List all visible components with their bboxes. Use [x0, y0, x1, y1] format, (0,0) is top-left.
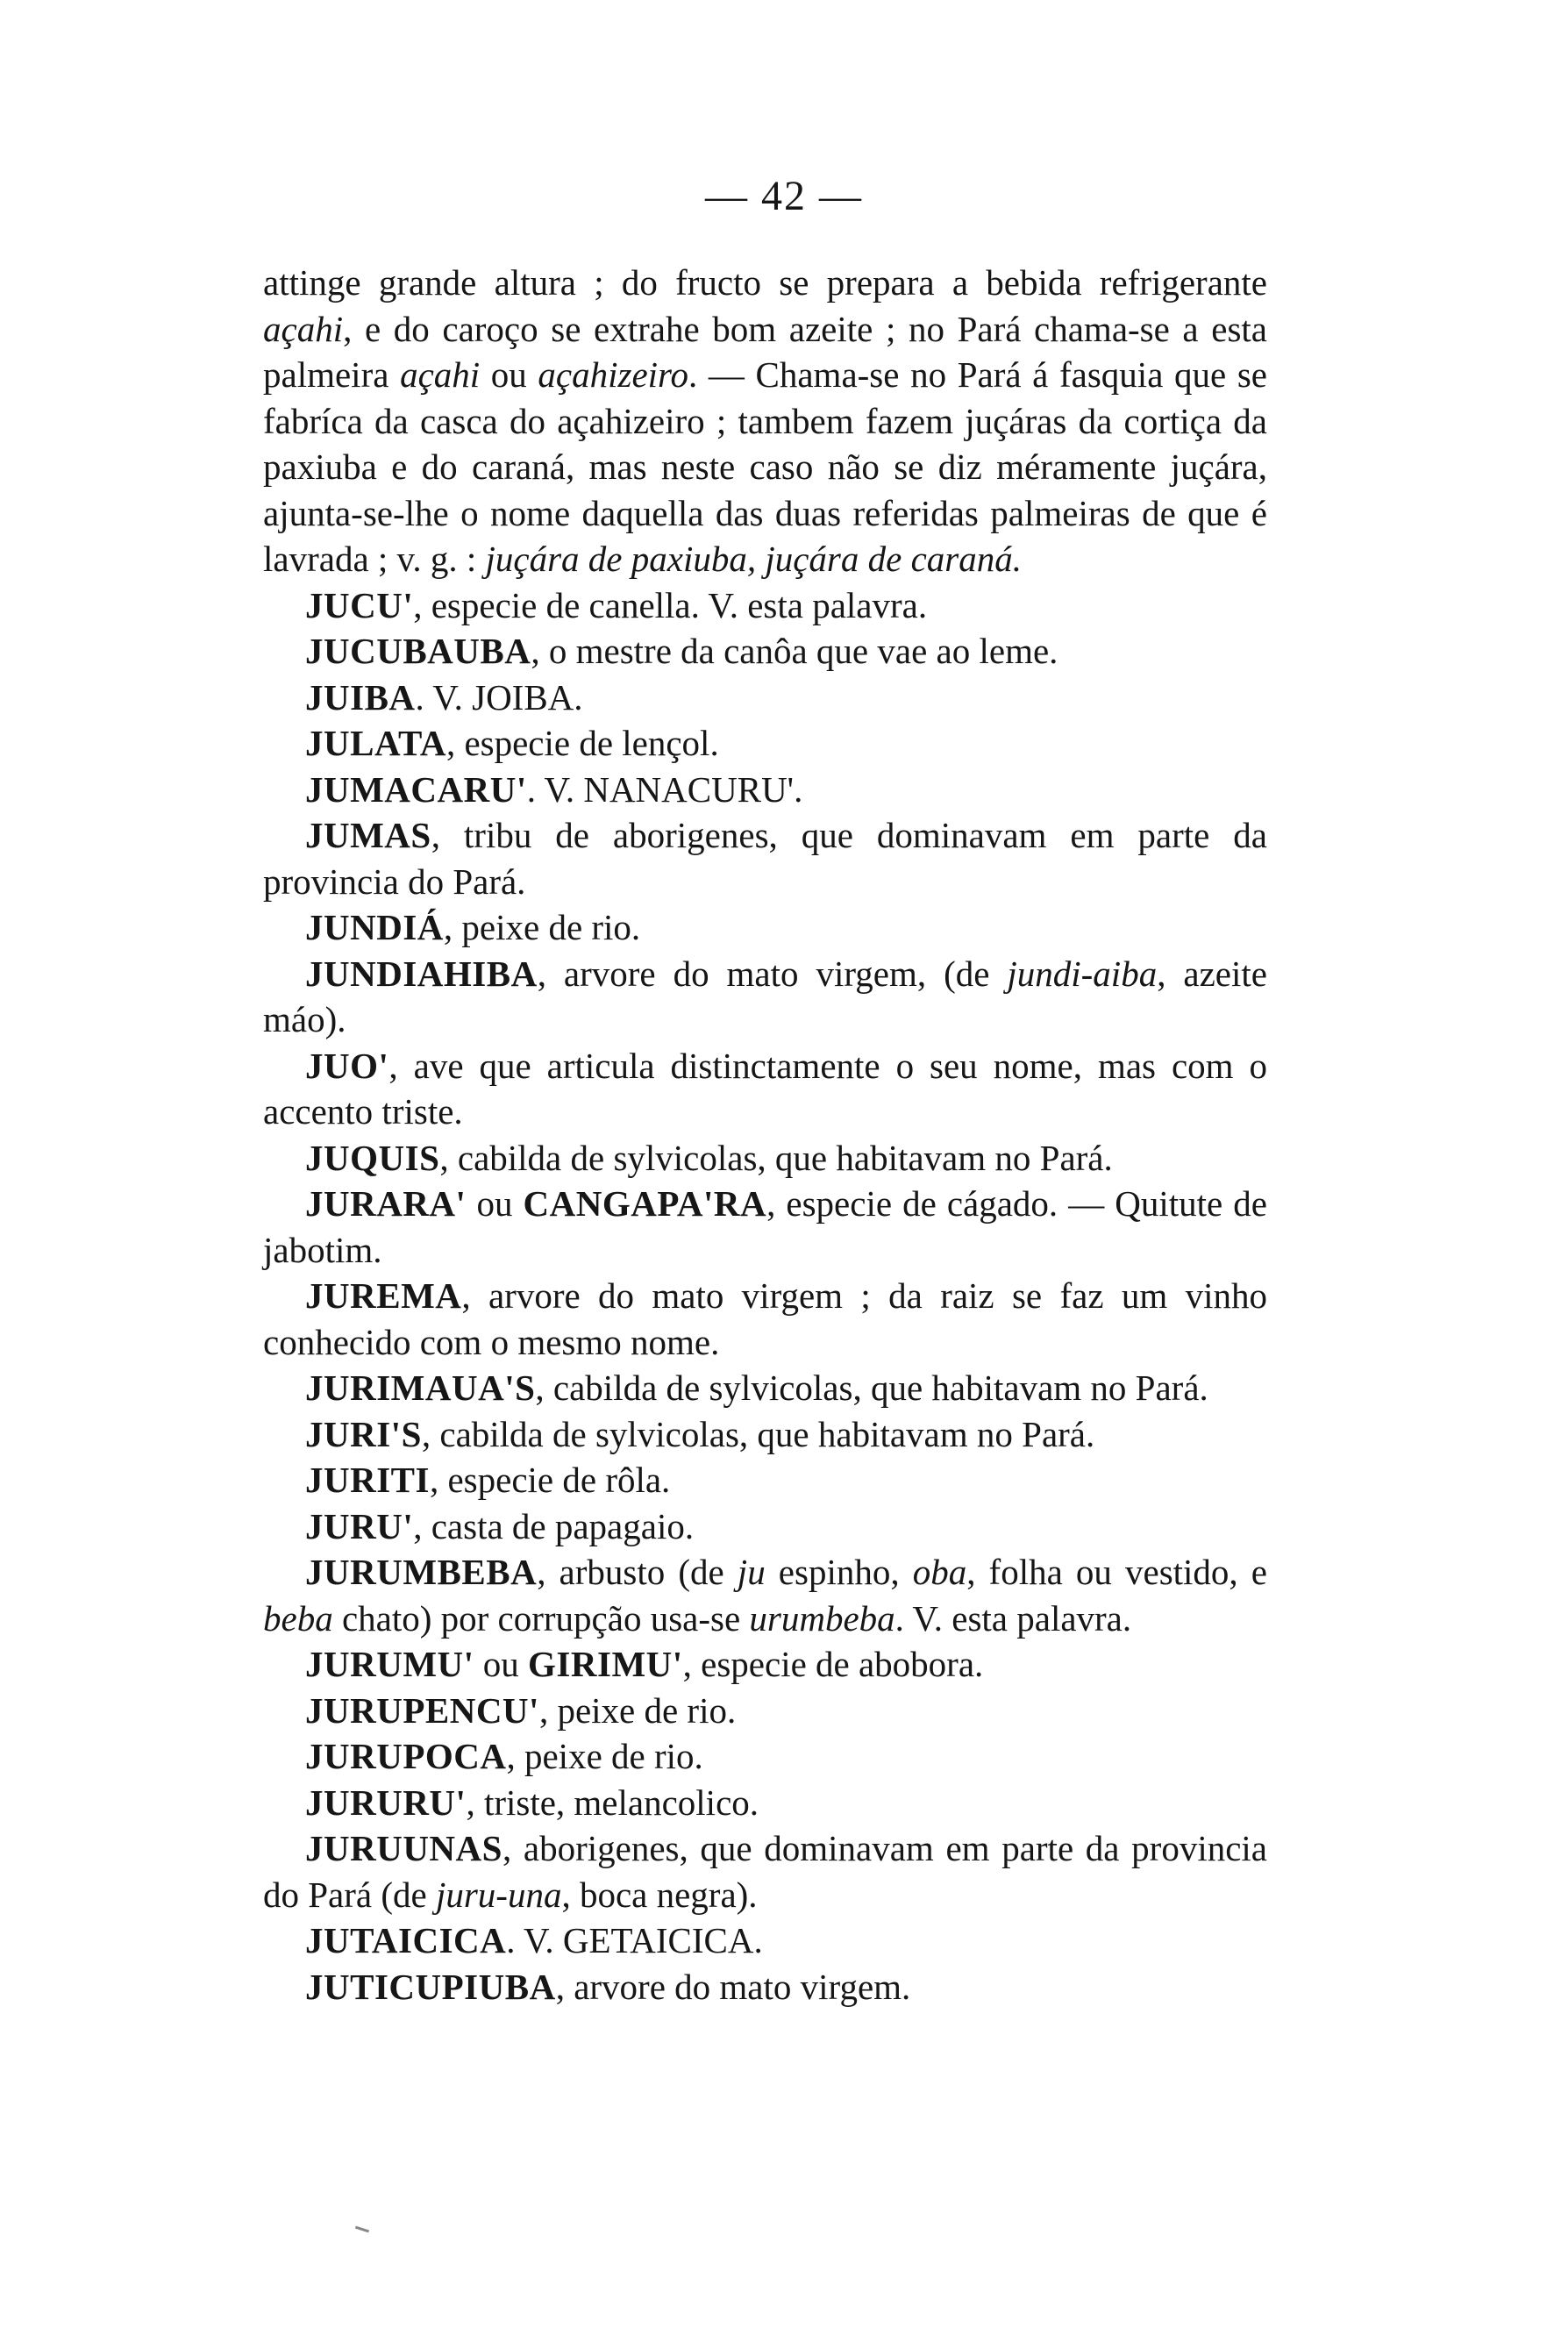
entry-jumacaru: [263, 767, 1267, 813]
entry-definition: , peixe de rio.: [506, 1736, 703, 1776]
entry-headword: JULATA: [305, 723, 446, 763]
entry-definition: , arvore do mato virgem ; da raiz se faz um vinho conhecido com o mesmo nome.: [263, 1275, 1267, 1362]
entry-definition: , especie de rôla.: [429, 1460, 671, 1500]
entry-term: açahi: [400, 354, 481, 395]
entry-headword: JURIMAUA'S: [305, 1367, 536, 1408]
entry-definition: , arvore do mato virgem, (de: [537, 953, 1008, 994]
entry-definition: , cabilda de sylvicolas, que habitavam no Pará.: [439, 1137, 1113, 1178]
entry-definition: , o mestre da canôa que vae ao leme.: [531, 631, 1058, 671]
entry-connector: ou: [474, 1644, 529, 1684]
entry-text: attinge grande altura ; do fructo se prepara a bebida refrigerante: [263, 262, 1267, 303]
entry-juo: [263, 1043, 1267, 1135]
entry-jururu: [263, 1780, 1267, 1826]
entry-juticupiuba: [263, 1964, 1267, 2010]
entry-definition: , especie de cágado. — Quitute de jabotim.: [263, 1183, 1268, 1270]
entry-juriti: [263, 1457, 1267, 1503]
entry-jurupencu: [263, 1688, 1267, 1734]
entry-text: ou: [480, 354, 538, 395]
entry-jucu: [263, 582, 1267, 629]
entry-jurumu: [263, 1641, 1267, 1688]
entry-term: juçára de paxiuba, juçára de caraná.: [485, 539, 1022, 579]
entry-definition: , peixe de rio.: [443, 907, 641, 947]
entry-etymology: urumbeba: [749, 1597, 895, 1639]
entry-definition: . V. NANACURU'.: [526, 768, 803, 810]
entry-headword: JURARA': [305, 1183, 467, 1224]
entry-definition: chato) por corrupção usa-se: [332, 1597, 750, 1639]
entry-text: . — Chama-se no Pará á fasquia que se fabríca da casca do açahizeiro ; tambem fazem juçáras da cortiça da paxiuba e do caraná, mas neste caso não se diz méramente juçára, ajunta-se-lhe o nome daquella das duas referidas palmeiras de que é lavrada ; v. g. :: [263, 354, 1268, 579]
entry-jurimauas: [263, 1365, 1267, 1411]
entry-term: açahi: [263, 308, 344, 349]
entry-definition: , boca negra).: [561, 1874, 758, 1915]
entry-juquis: [263, 1135, 1267, 1182]
entry-definition: , tribu de aborigenes, que dominavam em parte da provincia do Pará.: [263, 815, 1267, 902]
entry-headword-alt: GIRIMU': [528, 1644, 683, 1684]
entry-headword: JURUUNAS: [305, 1828, 502, 1868]
entry-julata: [263, 720, 1267, 767]
entry-jurupoca: [263, 1733, 1267, 1780]
entry-juiba: [263, 675, 1267, 721]
continued-entry-paragraph: [263, 260, 1267, 582]
entry-etymology: juru-una: [435, 1874, 562, 1915]
entry-headword-alt: CANGAPA'RA: [523, 1183, 767, 1224]
entry-headword: JURU': [305, 1505, 414, 1546]
page-number: — 42 —: [705, 173, 863, 219]
entry-definition: , folha ou vestido, e: [966, 1552, 1267, 1592]
entry-etymology: jundi-aiba: [1007, 953, 1158, 994]
entry-juris: [263, 1411, 1267, 1458]
entry-headword: JUREMA: [305, 1275, 462, 1316]
entry-term: açahizeiro: [538, 354, 688, 395]
entry-definition: , especie de lençol.: [445, 723, 719, 763]
entry-jutaicica: [263, 1917, 1267, 1964]
entry-jurumbeba: [263, 1549, 1267, 1641]
entry-definition: , triste, melancolico.: [466, 1782, 759, 1823]
entry-headword: JUTAICICA: [305, 1920, 507, 1960]
entry-headword: JUO': [305, 1045, 389, 1086]
entry-definition: , arvore do mato virgem.: [555, 1966, 911, 2007]
entry-connector: ou: [466, 1183, 524, 1224]
entry-headword: JURITI: [305, 1460, 430, 1500]
entry-jurara: [263, 1181, 1267, 1273]
entry-etymology: oba: [912, 1552, 967, 1592]
entry-headword: JUMACARU': [305, 768, 527, 810]
entry-headword: JUQUIS: [305, 1137, 440, 1178]
entry-jundiahiba: [263, 951, 1267, 1043]
entry-headword: JUMAS: [305, 815, 431, 855]
entry-headword: JUCU': [305, 584, 414, 625]
dictionary-text: [263, 260, 1267, 2010]
entry-jucubauba: [263, 628, 1267, 675]
entry-definition: . V. esta palavra.: [894, 1597, 1132, 1639]
entry-headword: JUNDIAHIBA: [305, 953, 538, 994]
entry-definition: , aborigenes, que dominavam em parte da provincia do Pará (de: [263, 1828, 1267, 1915]
entry-definition: , azeite máo).: [263, 953, 1267, 1039]
entry-definition: . V. JOIBA.: [415, 676, 583, 718]
entry-headword: JUIBA: [305, 676, 416, 718]
entry-definition: , peixe de rio.: [538, 1689, 737, 1731]
entry-jumas: [263, 812, 1267, 904]
entry-text: , e do caroço se extrahe bom azeite ; no Pará chama-se a esta palmeira: [263, 308, 1267, 395]
entry-headword: JUCUBAUBA: [305, 631, 531, 671]
entry-etymology: ju: [737, 1552, 766, 1592]
entry-headword: JUTICUPIUBA: [305, 1966, 556, 2007]
entry-headword: JURURU': [305, 1782, 467, 1823]
entry-definition: , especie de abobora.: [682, 1644, 984, 1684]
entry-definition: , cabilda de sylvicolas, que habitavam no Pará.: [535, 1367, 1208, 1408]
entry-definition: , ave que articula distinctamente o seu nome, mas com o accento triste.: [263, 1045, 1267, 1132]
print-speck: [355, 2226, 369, 2233]
entry-headword: JURI'S: [305, 1413, 422, 1454]
entry-definition: , casta de papagaio.: [413, 1505, 695, 1546]
entry-headword: JURUPOCA: [305, 1736, 507, 1776]
entry-definition: , arbusto (de: [537, 1552, 738, 1592]
entry-definition: , cabilda de sylvicolas, que habitavam no Pará.: [421, 1413, 1095, 1454]
entry-definition: , especie de canella. V. esta palavra.: [413, 584, 928, 625]
entry-headword: JURUMBEBA: [305, 1552, 538, 1592]
entry-jundia: [263, 904, 1267, 951]
entry-headword: JUNDIÁ: [305, 907, 444, 947]
entry-jurema: [263, 1273, 1267, 1365]
entry-headword: JURUMU': [305, 1644, 474, 1684]
entry-headword: JURUPENCU': [305, 1689, 539, 1731]
entry-definition: espinho,: [765, 1552, 913, 1592]
entry-definition: . V. GETAICICA.: [506, 1920, 763, 1960]
entry-etymology: beba: [263, 1597, 333, 1639]
entry-juru: [263, 1503, 1267, 1550]
entry-juruunas: [263, 1825, 1267, 1917]
